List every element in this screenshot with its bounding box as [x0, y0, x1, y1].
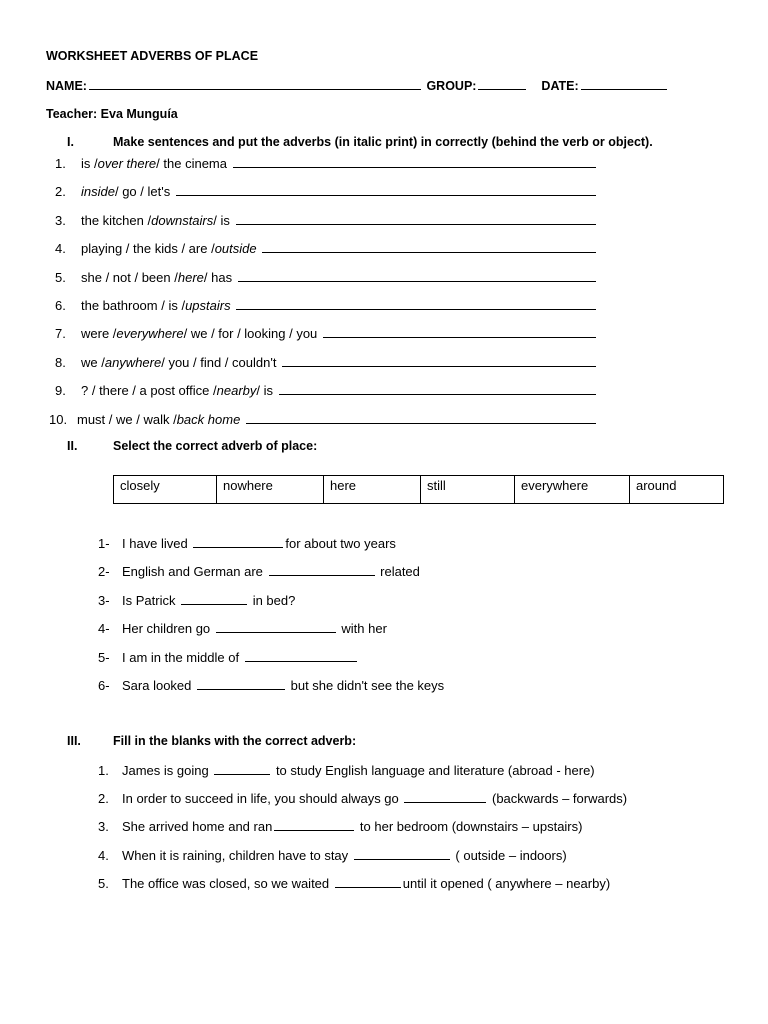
adverb-italic: downstairs: [151, 212, 214, 228]
exercise-3-item: [98, 790, 627, 807]
prompt-text: She arrived home and ran: [122, 819, 273, 835]
answer-blank[interactable]: [262, 240, 596, 253]
option-cell: still: [421, 476, 515, 504]
option-cell: here: [324, 476, 421, 504]
prompt-text: is /: [81, 156, 98, 171]
prompt-text: James is going: [122, 763, 213, 778]
answer-blank[interactable]: [323, 325, 596, 338]
name-label: NAME:: [46, 79, 87, 93]
prompt-text: with her: [337, 621, 387, 637]
answer-blank[interactable]: [282, 354, 596, 367]
group-label: GROUP:: [426, 79, 477, 93]
adverb-italic: everywhere: [116, 326, 184, 342]
section-1-numeral: I.: [67, 135, 74, 149]
item-number: 2-: [98, 564, 110, 580]
item-number: 9.: [55, 383, 66, 399]
date-field[interactable]: [581, 77, 667, 90]
exercise-2-item: [98, 535, 396, 552]
item-number: 2.: [55, 184, 66, 200]
prompt-text: / you / find / couldn't: [161, 354, 277, 370]
adverb-italic: over there: [97, 156, 157, 171]
exercise-1-item: [55, 155, 598, 172]
adverb-italic: inside: [81, 184, 115, 200]
name-row: [46, 77, 669, 94]
section-2-numeral: II.: [67, 439, 78, 453]
item-number: 7.: [55, 326, 66, 342]
prompt-text: The office was closed, so we waited: [122, 875, 333, 891]
option-cell: around: [630, 476, 724, 504]
item-number: 6.: [55, 298, 66, 313]
prompt-text: were /: [81, 326, 117, 342]
exercise-2-item: [98, 620, 387, 637]
adverb-options-table: [113, 475, 724, 504]
prompt-text: I have lived: [122, 536, 192, 551]
exercise-1-item: [55, 325, 598, 342]
adverb-italic: anywhere: [104, 354, 162, 370]
prompt-text: In order to succeed in life, you should always go: [122, 791, 403, 807]
prompt-text: the bathroom / is /: [81, 298, 186, 313]
exercise-1-item: [55, 240, 598, 257]
prompt-text: the kitchen /: [81, 212, 152, 228]
prompt-text: When it is raining, children have to stay: [122, 847, 352, 863]
answer-blank[interactable]: [236, 212, 597, 225]
item-number: 2.: [98, 791, 109, 807]
item-number: 6-: [98, 678, 110, 693]
prompt-text: Sara looked: [122, 678, 195, 693]
prompt-text: ( outside – indoors): [451, 847, 567, 863]
exercise-1-item: [55, 297, 598, 314]
prompt-text: related: [376, 564, 420, 580]
prompt-text: until it opened ( anywhere – nearby): [402, 875, 611, 891]
prompt-text: (backwards – forwards): [488, 791, 628, 807]
prompt-text: ? / there / a post office /: [81, 383, 217, 399]
answer-blank[interactable]: [245, 649, 357, 662]
item-number: 5.: [55, 269, 66, 285]
exercise-1-item: [55, 382, 598, 399]
option-cell: everywhere: [515, 476, 630, 504]
exercise-1-item: [55, 269, 598, 286]
answer-blank[interactable]: [269, 563, 375, 576]
item-number: 5-: [98, 649, 110, 665]
item-number: 3.: [55, 212, 66, 228]
section-2-instruction: Select the correct adverb of place:: [113, 439, 318, 453]
exercise-1-item: [49, 411, 598, 428]
item-number: 10.: [49, 411, 68, 427]
option-cell: nowhere: [217, 476, 324, 504]
exercise-2-item: [98, 649, 359, 666]
prompt-text: / is: [213, 212, 230, 228]
adverb-italic: nearby: [216, 383, 257, 399]
item-number: 4-: [98, 621, 110, 637]
exercise-1-item: [55, 183, 598, 200]
prompt-text: I am in the middle of: [122, 649, 243, 665]
name-field[interactable]: [89, 77, 421, 90]
exercise-3-item: [98, 875, 610, 892]
exercise-3-item: [98, 762, 595, 779]
teacher-name: Teacher: Eva Munguía: [46, 107, 178, 121]
exercise-3-item: [98, 847, 567, 864]
section-1-instruction: Make sentences and put the adverbs (in italic print) in correctly (behind the verb or object).: [113, 135, 653, 149]
item-number: 4.: [55, 241, 66, 257]
prompt-text: English and German are: [122, 564, 267, 580]
adverb-italic: here: [177, 269, 204, 285]
section-3-instruction: Fill in the blanks with the correct adverb:: [113, 734, 357, 748]
item-number: 4.: [98, 847, 109, 863]
prompt-text: she / not / been /: [81, 269, 178, 285]
answer-blank[interactable]: [181, 592, 247, 605]
item-number: 1.: [55, 156, 66, 171]
prompt-text: in bed?: [249, 592, 296, 608]
prompt-text: we /: [81, 354, 105, 370]
item-number: 3-: [98, 592, 110, 608]
answer-blank[interactable]: [246, 411, 596, 424]
item-number: 1.: [98, 763, 109, 778]
item-number: 5.: [98, 875, 109, 891]
prompt-text: / is: [256, 383, 273, 399]
prompt-text: Her children go: [122, 621, 214, 637]
prompt-text: but she didn't see the keys: [287, 678, 445, 693]
answer-blank[interactable]: [193, 535, 283, 548]
exercise-1-item: [55, 354, 598, 371]
answer-blank[interactable]: [236, 297, 596, 310]
prompt-text: / go / let's: [114, 184, 171, 200]
worksheet-title: WORKSHEET ADVERBS OF PLACE: [46, 49, 259, 63]
adverb-italic: back home: [176, 411, 241, 427]
prompt-text: Is Patrick: [122, 592, 180, 608]
answer-blank[interactable]: [238, 269, 596, 282]
item-number: 3.: [98, 819, 109, 835]
exercise-1-item: [55, 212, 598, 229]
answer-blank[interactable]: [216, 620, 336, 633]
answer-blank[interactable]: [176, 183, 596, 196]
prompt-text: / the cinema: [156, 156, 227, 171]
prompt-text: / has: [203, 269, 233, 285]
group-field[interactable]: [478, 77, 526, 90]
answer-blank[interactable]: [279, 382, 596, 395]
answer-blank[interactable]: [214, 762, 270, 775]
answer-blank[interactable]: [404, 790, 486, 803]
answer-blank[interactable]: [354, 847, 450, 860]
answer-blank[interactable]: [233, 155, 596, 168]
adverb-italic: outside: [214, 241, 257, 257]
exercise-2-item: [98, 677, 444, 694]
prompt-text: must / we / walk /: [77, 411, 177, 427]
answer-blank[interactable]: [197, 677, 285, 690]
item-number: 1-: [98, 536, 110, 551]
answer-blank[interactable]: [335, 875, 401, 888]
exercise-2-item: [98, 592, 295, 609]
item-number: 8.: [55, 354, 66, 370]
exercise-3-item: [98, 818, 582, 835]
prompt-text: to study English language and literature (abroad - here): [272, 763, 595, 778]
prompt-text: for about two years: [285, 536, 396, 551]
exercise-2-item: [98, 563, 420, 580]
prompt-text: / we / for / looking / you: [183, 326, 318, 342]
adverb-italic: upstairs: [185, 298, 231, 313]
prompt-text: to her bedroom (downstairs – upstairs): [356, 819, 583, 835]
section-3-numeral: III.: [67, 734, 81, 748]
date-label: DATE:: [541, 79, 579, 93]
prompt-text: playing / the kids / are /: [81, 241, 215, 257]
answer-blank[interactable]: [274, 818, 354, 831]
option-cell: closely: [114, 476, 217, 504]
